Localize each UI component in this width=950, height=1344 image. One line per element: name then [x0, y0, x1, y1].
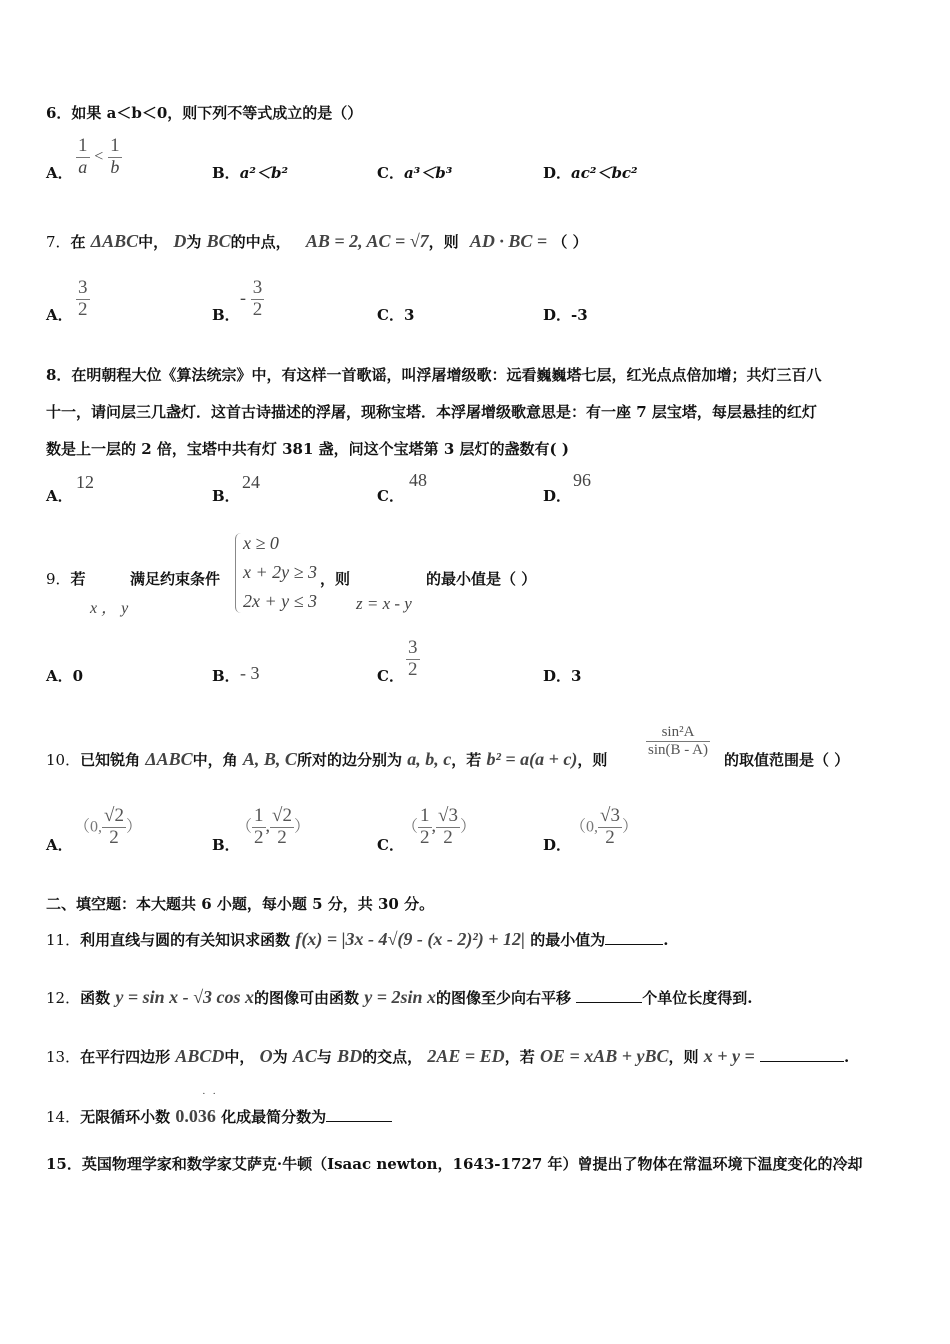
q9-text-4: 的最小值是（ ）: [426, 570, 537, 588]
q10-option-c: （ $\frac{1}{2}$ , $\frac{√3}{2}$ ）: [402, 805, 476, 848]
question-15: 15．英国物理学家和数学家艾萨克·牛顿（Isaac newton，1643-1727 年）曾提出了物体在常温环境下温度变化的冷却: [46, 1155, 863, 1173]
q8-option-c-label: C．: [377, 487, 404, 505]
q7-option-c: C．3: [377, 306, 415, 324]
section-2-heading: 二、填空题：本大题共 6 小题，每小题 5 分，共 30 分。: [46, 895, 435, 913]
q9-option-d: D．3: [543, 667, 582, 685]
q6-option-a-label: A．: [46, 164, 73, 182]
q8-option-a: 12: [76, 472, 94, 492]
q8-option-d-label: D．: [543, 487, 572, 505]
q8-option-d: 96: [573, 470, 591, 490]
question-10-stem: 10．已知锐角 ΔABC中，角 A, B, C所对的边分别为 a, b, c，若 b² = a(a + c)，则: [46, 749, 608, 769]
q12-answer-blank[interactable]: [576, 1002, 642, 1003]
q9-option-a: A．0: [46, 667, 84, 685]
q13-answer-blank[interactable]: [760, 1061, 844, 1062]
q8-option-b-label: B．: [212, 487, 240, 505]
q7-option-d: D．-3: [543, 306, 588, 324]
q9-brace: [235, 533, 242, 613]
q7-option-a-label: A．: [46, 306, 73, 324]
question-7-stem: 7．在 ΔABC中， D为 BC的中点， AB = 2, AC = √7，则 AD · BC = （ ）: [46, 231, 588, 251]
question-13: 13．在平行四边形 ABCD中， O为 AC与 BD的交点， 2AE = ED，若 OE = xAB + yBC，则 x + y = .: [46, 1046, 850, 1066]
q6-option-a-frac2: $\frac{1}{b}$: [110, 135, 120, 177]
q8-option-b: 24: [242, 472, 260, 492]
q9-text-3: ，则: [320, 570, 351, 588]
q9-constraint-1: x ≥ 0: [243, 533, 279, 553]
question-14: 14．无限循环小数 0.036 化成最简分数为: [46, 1106, 392, 1127]
q10-option-b-label: B．: [212, 836, 240, 854]
q6-option-a: $\frac{1}{a}$ < $\frac{1}{b}$: [78, 135, 120, 177]
question-8-line-2: 十一，请问层三几盏灯．这首古诗描述的浮屠，现称宝塔．本浮屠增级歌意思是：有一座 7 层宝塔，每层悬挂的红灯: [46, 403, 817, 421]
q10-option-d-label: D．: [543, 836, 572, 854]
q9-text-2: 满足约束条件: [130, 570, 221, 588]
question-6-stem: 6．如果 a＜b＜0，则下列不等式成立的是（）: [46, 104, 363, 122]
q10-fraction: $\frac{\text{sin²A}}{\sin(B - A)}$: [648, 724, 708, 758]
q6-option-a-frac1: $\frac{1}{a}$: [78, 135, 88, 177]
q9-constraint-3: 2x + y ≤ 3: [243, 591, 318, 611]
q10-option-a: （0, $\frac{√2}{2}$ ）: [74, 805, 142, 848]
q9-constraint-2: x + 2y ≥ 3: [243, 562, 318, 582]
question-8-line-3: 数是上一层的 2 倍，宝塔中共有灯 381 盏，问这个宝塔第 3 层灯的盏数有( ): [46, 440, 569, 458]
q9-option-c-label: C．: [377, 667, 404, 685]
q9-option-b-label: B．: [212, 667, 240, 685]
q8-option-c: 48: [409, 470, 427, 490]
q14-answer-blank[interactable]: [326, 1121, 392, 1122]
q6-option-d: D．ac²＜bc²: [543, 164, 638, 182]
question-8-line-1: 8．在明朝程大位《算法统宗》中，有这样一首歌谣，叫浮屠增级歌：远看巍巍塔七层，红光点点倍加增；共灯三百八: [46, 366, 822, 384]
question-12: 12．函数 y = sin x - √3 cos x的图像可由函数 y = 2sin x的图像至少向右平移 个单位长度得到.: [46, 987, 753, 1007]
q11-answer-blank[interactable]: [605, 944, 663, 945]
q10-option-c-label: C．: [377, 836, 404, 854]
question-11: 11．利用直线与圆的有关知识求函数 f(x) = |3x - 4√(9 - (x - 2)²) + 12| 的最小值为 .: [46, 929, 669, 949]
q7-option-a: $\frac{3}{2}$: [78, 277, 88, 320]
q7-option-b: - $\frac{3}{2}$: [240, 277, 263, 320]
q10-option-a-label: A．: [46, 836, 73, 854]
q10-option-b: （ $\frac{1}{2}$ , $\frac{√2}{2}$ ）: [236, 805, 310, 848]
q6-option-c: C．a³＜b³: [377, 164, 453, 182]
q7-option-b-label: B．: [212, 306, 240, 324]
q9-option-c: $\frac{3}{2}$: [408, 637, 418, 680]
q9-objective: z = x - y: [356, 594, 412, 613]
q10-option-d: （0, $\frac{√3}{2}$ ）: [570, 805, 638, 848]
q10-text-end: 的取值范围是（ ）: [724, 751, 850, 769]
q9-variables: x ， y: [90, 600, 129, 617]
q6-option-b: B．a²＜b²: [212, 164, 289, 182]
q14-repeat-dots: · ·: [202, 1088, 219, 1100]
q9-option-b: - 3: [240, 663, 260, 683]
q8-option-a-label: A．: [46, 487, 73, 505]
question-9-stem: 9．若: [46, 570, 86, 588]
